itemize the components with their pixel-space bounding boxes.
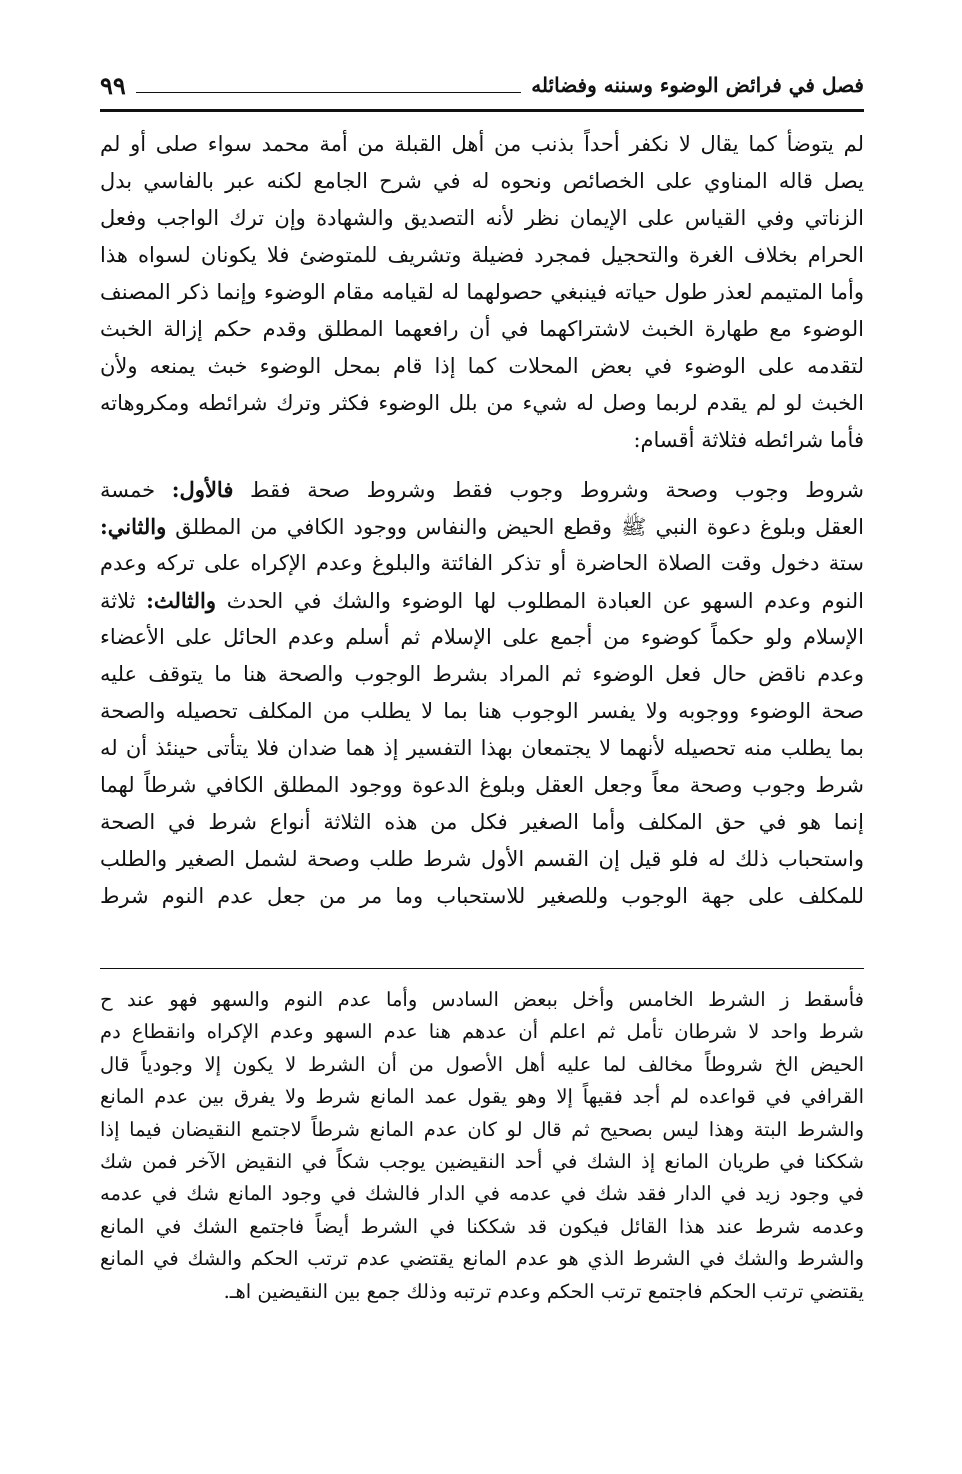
text-line: الحرام بخلاف الغرة والتحجيل فمجرد فضيلة وتشريف للمتوضئ فلا يكونان لسواه هذا [100, 243, 864, 267]
text-line [100, 508, 864, 545]
footnote-line: شرط واحد لا شرطان تأمل ثم اعلم أن عدهم هنا عدم السهو وعدم الإكراه وانقطاع دم [100, 1020, 864, 1044]
main-text [100, 126, 864, 915]
footnote-line: القرافي في قواعده لم أجد فقيهاً إلا وهو يقول عمد المانع شرط ولا يفرق بين عدم المانع [100, 1085, 864, 1109]
text-line: الإسلام ولو حكماً كوضوء من أجمع على الإسلام ثم أسلم وعدم الحائل على الأعضاء [100, 625, 864, 649]
text-line [100, 471, 864, 508]
bold-term: والثاني: [100, 514, 167, 539]
text-line: الزناتي وفي القياس على الإيمان نظر لأنه التصديق والشهادة وإن ترك الواجب وفعل [100, 206, 864, 230]
text-line: وأما المتيمم لعذر طول حياته فينبغي حصولهما له لقيامه مقام الوضوء وإنما ذكر المصنف [100, 280, 864, 304]
footnote-line: يقتضي ترتب الحكم فاجتمع ترتب الحكم وعدم ترتبه وذلك جمع بين النقيضين اهـ. [223, 1279, 864, 1303]
text-line: يصل قاله المناوي على الخصائص ونحوه له في شرح الجامع لكنه عبر بالفاسي بدل [100, 169, 864, 193]
text-line: لتقدمه على الوضوء في بعض المحلات كما إذا قام بمحل الوضوء خبث يمنعه ولأن [100, 354, 864, 378]
text-line [100, 582, 864, 619]
text-line: صحة الوضوء ووجوبه ولا يفسر الوجوب هنا بما لا يطلب من المكلف تحصيله والصحة [100, 699, 864, 723]
text-line: لم يتوضأ كما يقال لا نكفر أحداً بذنب من أهل القبلة من أمة محمد سواء صلى أو لم [100, 132, 864, 156]
text-line: فأما شرائطه فثلاثة أقسام: [633, 428, 864, 452]
footnote-line: وعدمه شرط عند هذا القائل فيكون قد شككنا في الشرط أيضاً فاجتمع الشك في المانع [100, 1214, 864, 1238]
header-rule [100, 109, 864, 112]
line-text: خمسة [100, 478, 156, 502]
header-dash-line [136, 91, 521, 93]
page-number: ٩٩ [100, 70, 126, 100]
chapter-title: فصل في فرائض الوضوء وسننه وفضائله [531, 73, 864, 97]
bold-term: والثالث: [146, 588, 217, 613]
text-line: الوضوء مع طهارة الخبث لاشتراكهما في أن رافعهما المطلق وقدم حكم إزالة الخبث [100, 317, 864, 341]
running-header [100, 66, 864, 104]
text-line: إنما هو في حق المكلف وأما الصغير فكل من هذه الثلاثة أنواع شرط في الصحة [100, 810, 864, 834]
text-line: وعدم ناقض حال فعل الوضوء ثم المراد بشرط الوجوب والصحة هنا ما يتوقف عليه [100, 662, 864, 686]
bold-term: فالأول: [171, 477, 234, 502]
text-line: واستحباب ذلك له فلو قيل إن القسم الأول شرط طلب وصحة لشمل الصغير والطلب [100, 847, 864, 871]
footnote-line: الحيض الخ شروطاً مخالف لما عليه أهل الأصول من أن الشرط لا يكون إلا وجودياً قال [100, 1052, 864, 1076]
line-text: النوم وعدم السهو عن العبادة المطلوب لها الوضوء والشك في الحدث [226, 589, 864, 613]
line-text: العقل وبلوغ دعوة النبي ﷺ وقطع الحيض والنفاس ووجود الكافي من المطلق [175, 515, 864, 539]
line-text: شروط وجوب وصحة وشروط وجوب فقط وشروط صحة فقط [250, 478, 864, 502]
text-line: للمكلف على جهة الوجوب وللصغير للاستحباب وما مر من جعل عدم النوم شرط [100, 884, 864, 908]
line-text: ثلاثة [100, 589, 136, 613]
footnote-line: والشرط والشك في الشرط الذي هو عدم المانع يقتضي عدم ترتب الحكم والشك في المانع [100, 1247, 864, 1271]
footnote-line: شككنا في طريان المانع إذ الشك في أحد النقيضين يوجب شكاً في النقيض الآخر فمن شك [100, 1149, 864, 1173]
footnote-line: في وجود زيد في الدار فقد شك في عدمه في الدار فالشك في وجود المانع شك في عدمه [100, 1182, 864, 1206]
text-line: بما يطلب منه تحصيله لأنهما لا يجتمعان بهذا التفسير إذ هما ضدان فلا يتأتى حينئذ أن له [100, 736, 864, 760]
footnote-line: والشرط البتة وهذا ليس بصحيح ثم قال لو كان عدم المانع شرطاً لاجتمع النقيضان فيما إذا [100, 1117, 864, 1141]
text-line: شرط وجوب وصحة معاً وجعل العقل وبلوغ الدعوة ووجود المطلق الكافي شرطاً لهما [100, 773, 864, 797]
footnote-block [100, 984, 864, 1308]
text-line: ستة دخول وقت الصلاة الحاضرة أو تذكر الفائتة والبلوغ وعدم الإكراه على تركه وعدم [100, 551, 864, 575]
footnote-separator [100, 968, 864, 969]
footnote-line: فأسقط ز الشرط الخامس وأخل ببعض السادس وأما عدم النوم والسهو فهو عند ح [100, 988, 864, 1011]
text-line: الخبث لو لم يقدم لربما وصل له شيء من بلل الوضوء فكثر وترك شرائطه ومكروهاته [100, 391, 864, 415]
